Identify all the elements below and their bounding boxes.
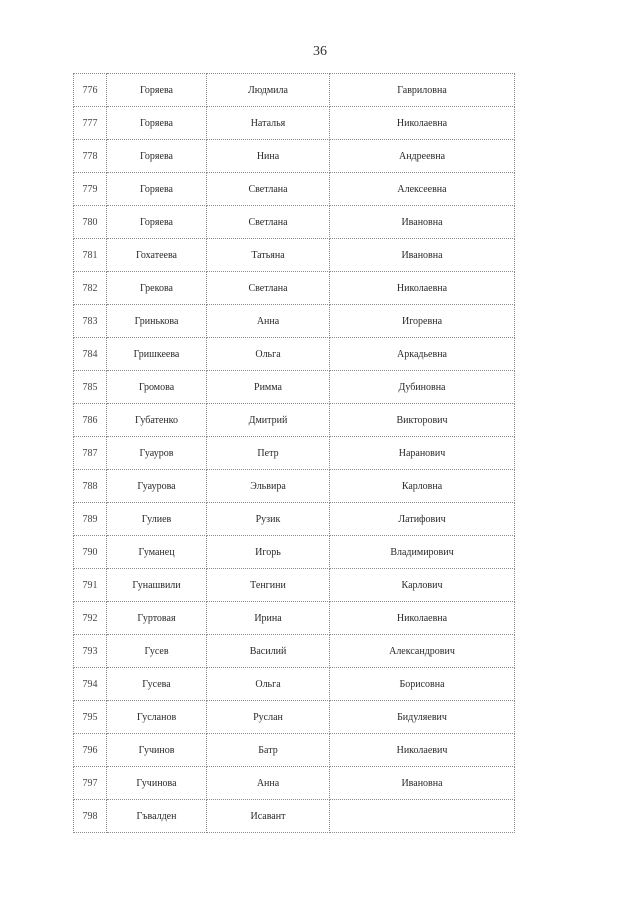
patronymic-cell: Бидуляевич bbox=[330, 701, 515, 734]
last-name-cell: Гусев bbox=[107, 635, 207, 668]
row-number-cell: 781 bbox=[74, 239, 107, 272]
row-number-cell: 780 bbox=[74, 206, 107, 239]
table-row bbox=[74, 140, 515, 173]
table-row bbox=[74, 800, 515, 833]
row-number-cell: 797 bbox=[74, 767, 107, 800]
last-name-cell: Горяева bbox=[107, 173, 207, 206]
patronymic-cell: Дубиновна bbox=[330, 371, 515, 404]
patronymic-cell: Николаевич bbox=[330, 734, 515, 767]
patronymic-cell: Гавриловна bbox=[330, 74, 515, 107]
row-number-cell: 777 bbox=[74, 107, 107, 140]
last-name-cell: Гринькова bbox=[107, 305, 207, 338]
patronymic-cell: Андреевна bbox=[330, 140, 515, 173]
row-number-cell: 776 bbox=[74, 74, 107, 107]
table-row bbox=[74, 272, 515, 305]
first-name-cell: Светлана bbox=[207, 206, 330, 239]
row-number-cell: 779 bbox=[74, 173, 107, 206]
first-name-cell: Ольга bbox=[207, 338, 330, 371]
first-name-cell: Василий bbox=[207, 635, 330, 668]
row-number-cell: 784 bbox=[74, 338, 107, 371]
last-name-cell: Горяева bbox=[107, 107, 207, 140]
last-name-cell: Громова bbox=[107, 371, 207, 404]
first-name-cell: Светлана bbox=[207, 173, 330, 206]
last-name-cell: Грекова bbox=[107, 272, 207, 305]
row-number-cell: 788 bbox=[74, 470, 107, 503]
last-name-cell: Гусланов bbox=[107, 701, 207, 734]
table-row bbox=[74, 668, 515, 701]
patronymic-cell: Аркадьевна bbox=[330, 338, 515, 371]
first-name-cell: Нина bbox=[207, 140, 330, 173]
patronymic-cell: Игоревна bbox=[330, 305, 515, 338]
first-name-cell: Анна bbox=[207, 767, 330, 800]
first-name-cell: Анна bbox=[207, 305, 330, 338]
first-name-cell: Дмитрий bbox=[207, 404, 330, 437]
table-row bbox=[74, 404, 515, 437]
table-row bbox=[74, 569, 515, 602]
patronymic-cell: Ивановна bbox=[330, 767, 515, 800]
last-name-cell: Гришкеева bbox=[107, 338, 207, 371]
table-row bbox=[74, 371, 515, 404]
first-name-cell: Людмила bbox=[207, 74, 330, 107]
names-table-body bbox=[74, 74, 515, 833]
patronymic-cell: Викторович bbox=[330, 404, 515, 437]
last-name-cell: Гохатеева bbox=[107, 239, 207, 272]
first-name-cell: Петр bbox=[207, 437, 330, 470]
table-row bbox=[74, 338, 515, 371]
table-row bbox=[74, 206, 515, 239]
table-row bbox=[74, 602, 515, 635]
patronymic-cell: Карлович bbox=[330, 569, 515, 602]
table-row bbox=[74, 173, 515, 206]
last-name-cell: Гусева bbox=[107, 668, 207, 701]
patronymic-cell: Александрович bbox=[330, 635, 515, 668]
first-name-cell: Исавант bbox=[207, 800, 330, 833]
last-name-cell: Гунашвили bbox=[107, 569, 207, 602]
table-row bbox=[74, 734, 515, 767]
patronymic-cell: Ивановна bbox=[330, 206, 515, 239]
last-name-cell: Гуртовая bbox=[107, 602, 207, 635]
table-row bbox=[74, 305, 515, 338]
row-number-cell: 790 bbox=[74, 536, 107, 569]
last-name-cell: Гуауров bbox=[107, 437, 207, 470]
table-row bbox=[74, 536, 515, 569]
table-row bbox=[74, 470, 515, 503]
first-name-cell: Игорь bbox=[207, 536, 330, 569]
first-name-cell: Батр bbox=[207, 734, 330, 767]
last-name-cell: Горяева bbox=[107, 140, 207, 173]
row-number-cell: 794 bbox=[74, 668, 107, 701]
first-name-cell: Руслан bbox=[207, 701, 330, 734]
last-name-cell: Гъвалден bbox=[107, 800, 207, 833]
patronymic-cell: Ивановна bbox=[330, 239, 515, 272]
table-row bbox=[74, 239, 515, 272]
row-number-cell: 789 bbox=[74, 503, 107, 536]
row-number-cell: 785 bbox=[74, 371, 107, 404]
patronymic-cell: Алексеевна bbox=[330, 173, 515, 206]
row-number-cell: 792 bbox=[74, 602, 107, 635]
last-name-cell: Гулиев bbox=[107, 503, 207, 536]
table-row bbox=[74, 437, 515, 470]
last-name-cell: Горяева bbox=[107, 74, 207, 107]
last-name-cell: Гучинов bbox=[107, 734, 207, 767]
last-name-cell: Горяева bbox=[107, 206, 207, 239]
patronymic-cell: Владимирович bbox=[330, 536, 515, 569]
first-name-cell: Ольга bbox=[207, 668, 330, 701]
row-number-cell: 795 bbox=[74, 701, 107, 734]
last-name-cell: Гуаурова bbox=[107, 470, 207, 503]
row-number-cell: 796 bbox=[74, 734, 107, 767]
table-row bbox=[74, 635, 515, 668]
first-name-cell: Ирина bbox=[207, 602, 330, 635]
table-row bbox=[74, 74, 515, 107]
first-name-cell: Наталья bbox=[207, 107, 330, 140]
table-row bbox=[74, 503, 515, 536]
row-number-cell: 786 bbox=[74, 404, 107, 437]
patronymic-cell: Борисовна bbox=[330, 668, 515, 701]
table-row bbox=[74, 701, 515, 734]
row-number-cell: 791 bbox=[74, 569, 107, 602]
last-name-cell: Гучинова bbox=[107, 767, 207, 800]
table-row bbox=[74, 107, 515, 140]
names-table bbox=[73, 73, 515, 833]
row-number-cell: 778 bbox=[74, 140, 107, 173]
first-name-cell: Рузик bbox=[207, 503, 330, 536]
patronymic-cell bbox=[330, 800, 515, 833]
row-number-cell: 793 bbox=[74, 635, 107, 668]
first-name-cell: Римма bbox=[207, 371, 330, 404]
first-name-cell: Тенгини bbox=[207, 569, 330, 602]
last-name-cell: Губатенко bbox=[107, 404, 207, 437]
patronymic-cell: Николаевна bbox=[330, 107, 515, 140]
table-row bbox=[74, 767, 515, 800]
first-name-cell: Эльвира bbox=[207, 470, 330, 503]
row-number-cell: 783 bbox=[74, 305, 107, 338]
patronymic-cell: Наранович bbox=[330, 437, 515, 470]
patronymic-cell: Николаевна bbox=[330, 272, 515, 305]
page-number: 36 bbox=[313, 44, 327, 59]
row-number-cell: 798 bbox=[74, 800, 107, 833]
first-name-cell: Светлана bbox=[207, 272, 330, 305]
patronymic-cell: Николаевна bbox=[330, 602, 515, 635]
patronymic-cell: Карловна bbox=[330, 470, 515, 503]
row-number-cell: 787 bbox=[74, 437, 107, 470]
row-number-cell: 782 bbox=[74, 272, 107, 305]
first-name-cell: Татьяна bbox=[207, 239, 330, 272]
patronymic-cell: Латифович bbox=[330, 503, 515, 536]
last-name-cell: Гуманец bbox=[107, 536, 207, 569]
